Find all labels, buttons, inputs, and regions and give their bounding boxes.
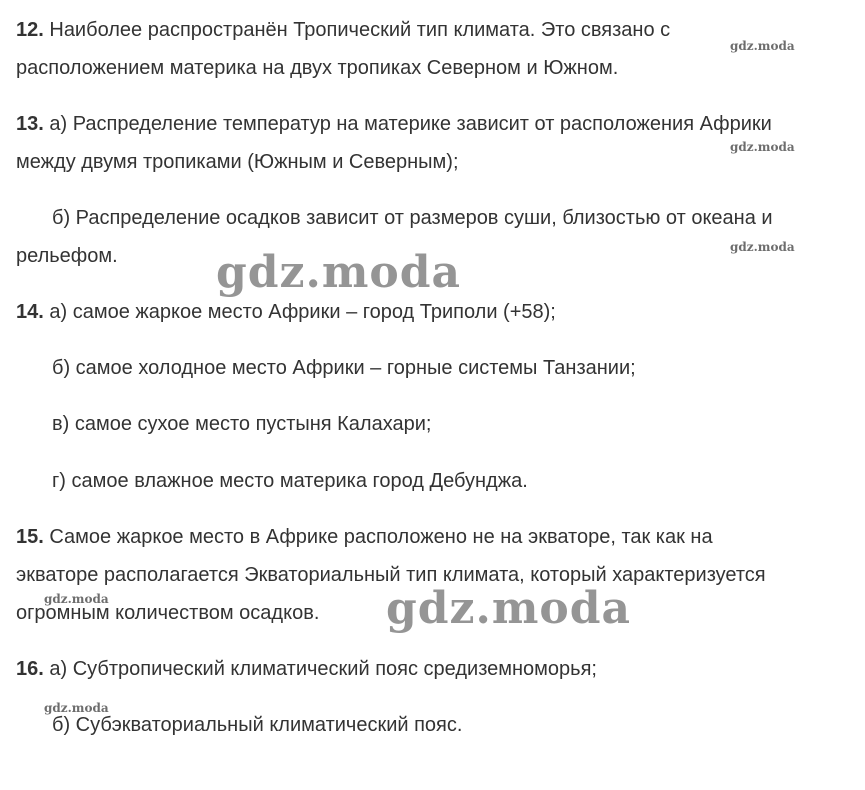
answer-14-line-a	[16, 300, 556, 324]
answer-13a-line-2: между двумя тропиками (Южным и Северным);	[16, 151, 459, 173]
watermark-small: gdz.moda	[730, 140, 795, 154]
answer-16-line-b: б) Субэкваториальный климатический пояс.	[52, 714, 463, 736]
watermark-large: gdz.moda	[386, 583, 632, 634]
answer-15-number: 15.	[16, 526, 44, 548]
answer-12-line-2: расположением материка на двух тропиках Северном и Южном.	[16, 57, 619, 79]
answer-12-line-1	[16, 18, 670, 42]
watermark-small: gdz.moda	[44, 592, 109, 606]
answer-14-line-d: г) самое влажное место материка город Дебунджа.	[52, 470, 528, 492]
watermark-small: gdz.moda	[730, 240, 795, 254]
answer-14-line-b: б) самое холодное место Африки – горные системы Танзании;	[52, 357, 636, 379]
answer-12-text-1: Наиболее распространён Тропический тип климата. Это связано с	[43, 19, 671, 41]
answer-16-number: 16.	[16, 658, 44, 680]
answer-13b-line-2: рельефом.	[16, 245, 118, 267]
watermark-large: gdz.moda	[216, 247, 462, 298]
answer-12-number: 12.	[16, 19, 44, 41]
watermark-small: gdz.moda	[44, 701, 109, 715]
answer-13b-line-1: б) Распределение осадков зависит от размеров суши, близостью от океана и	[52, 207, 773, 229]
answer-14-number: 14.	[16, 301, 44, 323]
answer-15-line-3: огромным количеством осадков.	[16, 602, 320, 624]
answer-13a-text-1: а) Распределение температур на материке зависит от расположения Африки	[43, 113, 772, 135]
answer-13-number: 13.	[16, 113, 44, 135]
answer-14a-text: а) самое жаркое место Африки – город Триполи (+58);	[43, 301, 556, 323]
answer-13-line-1	[16, 112, 772, 136]
watermark-small: gdz.moda	[730, 39, 795, 53]
answer-14-line-c: в) самое сухое место пустыня Калахари;	[52, 413, 432, 435]
answer-15-line-2: экваторе располагается Экваториальный тип климата, который характеризуется	[16, 564, 766, 586]
answer-16-line-a	[16, 657, 597, 681]
answer-15-text-1: Самое жаркое место в Африке расположено не на экваторе, так как на	[43, 526, 713, 548]
answer-15-line-1	[16, 525, 713, 549]
answer-16a-text: а) Субтропический климатический пояс средиземноморья;	[43, 658, 597, 680]
